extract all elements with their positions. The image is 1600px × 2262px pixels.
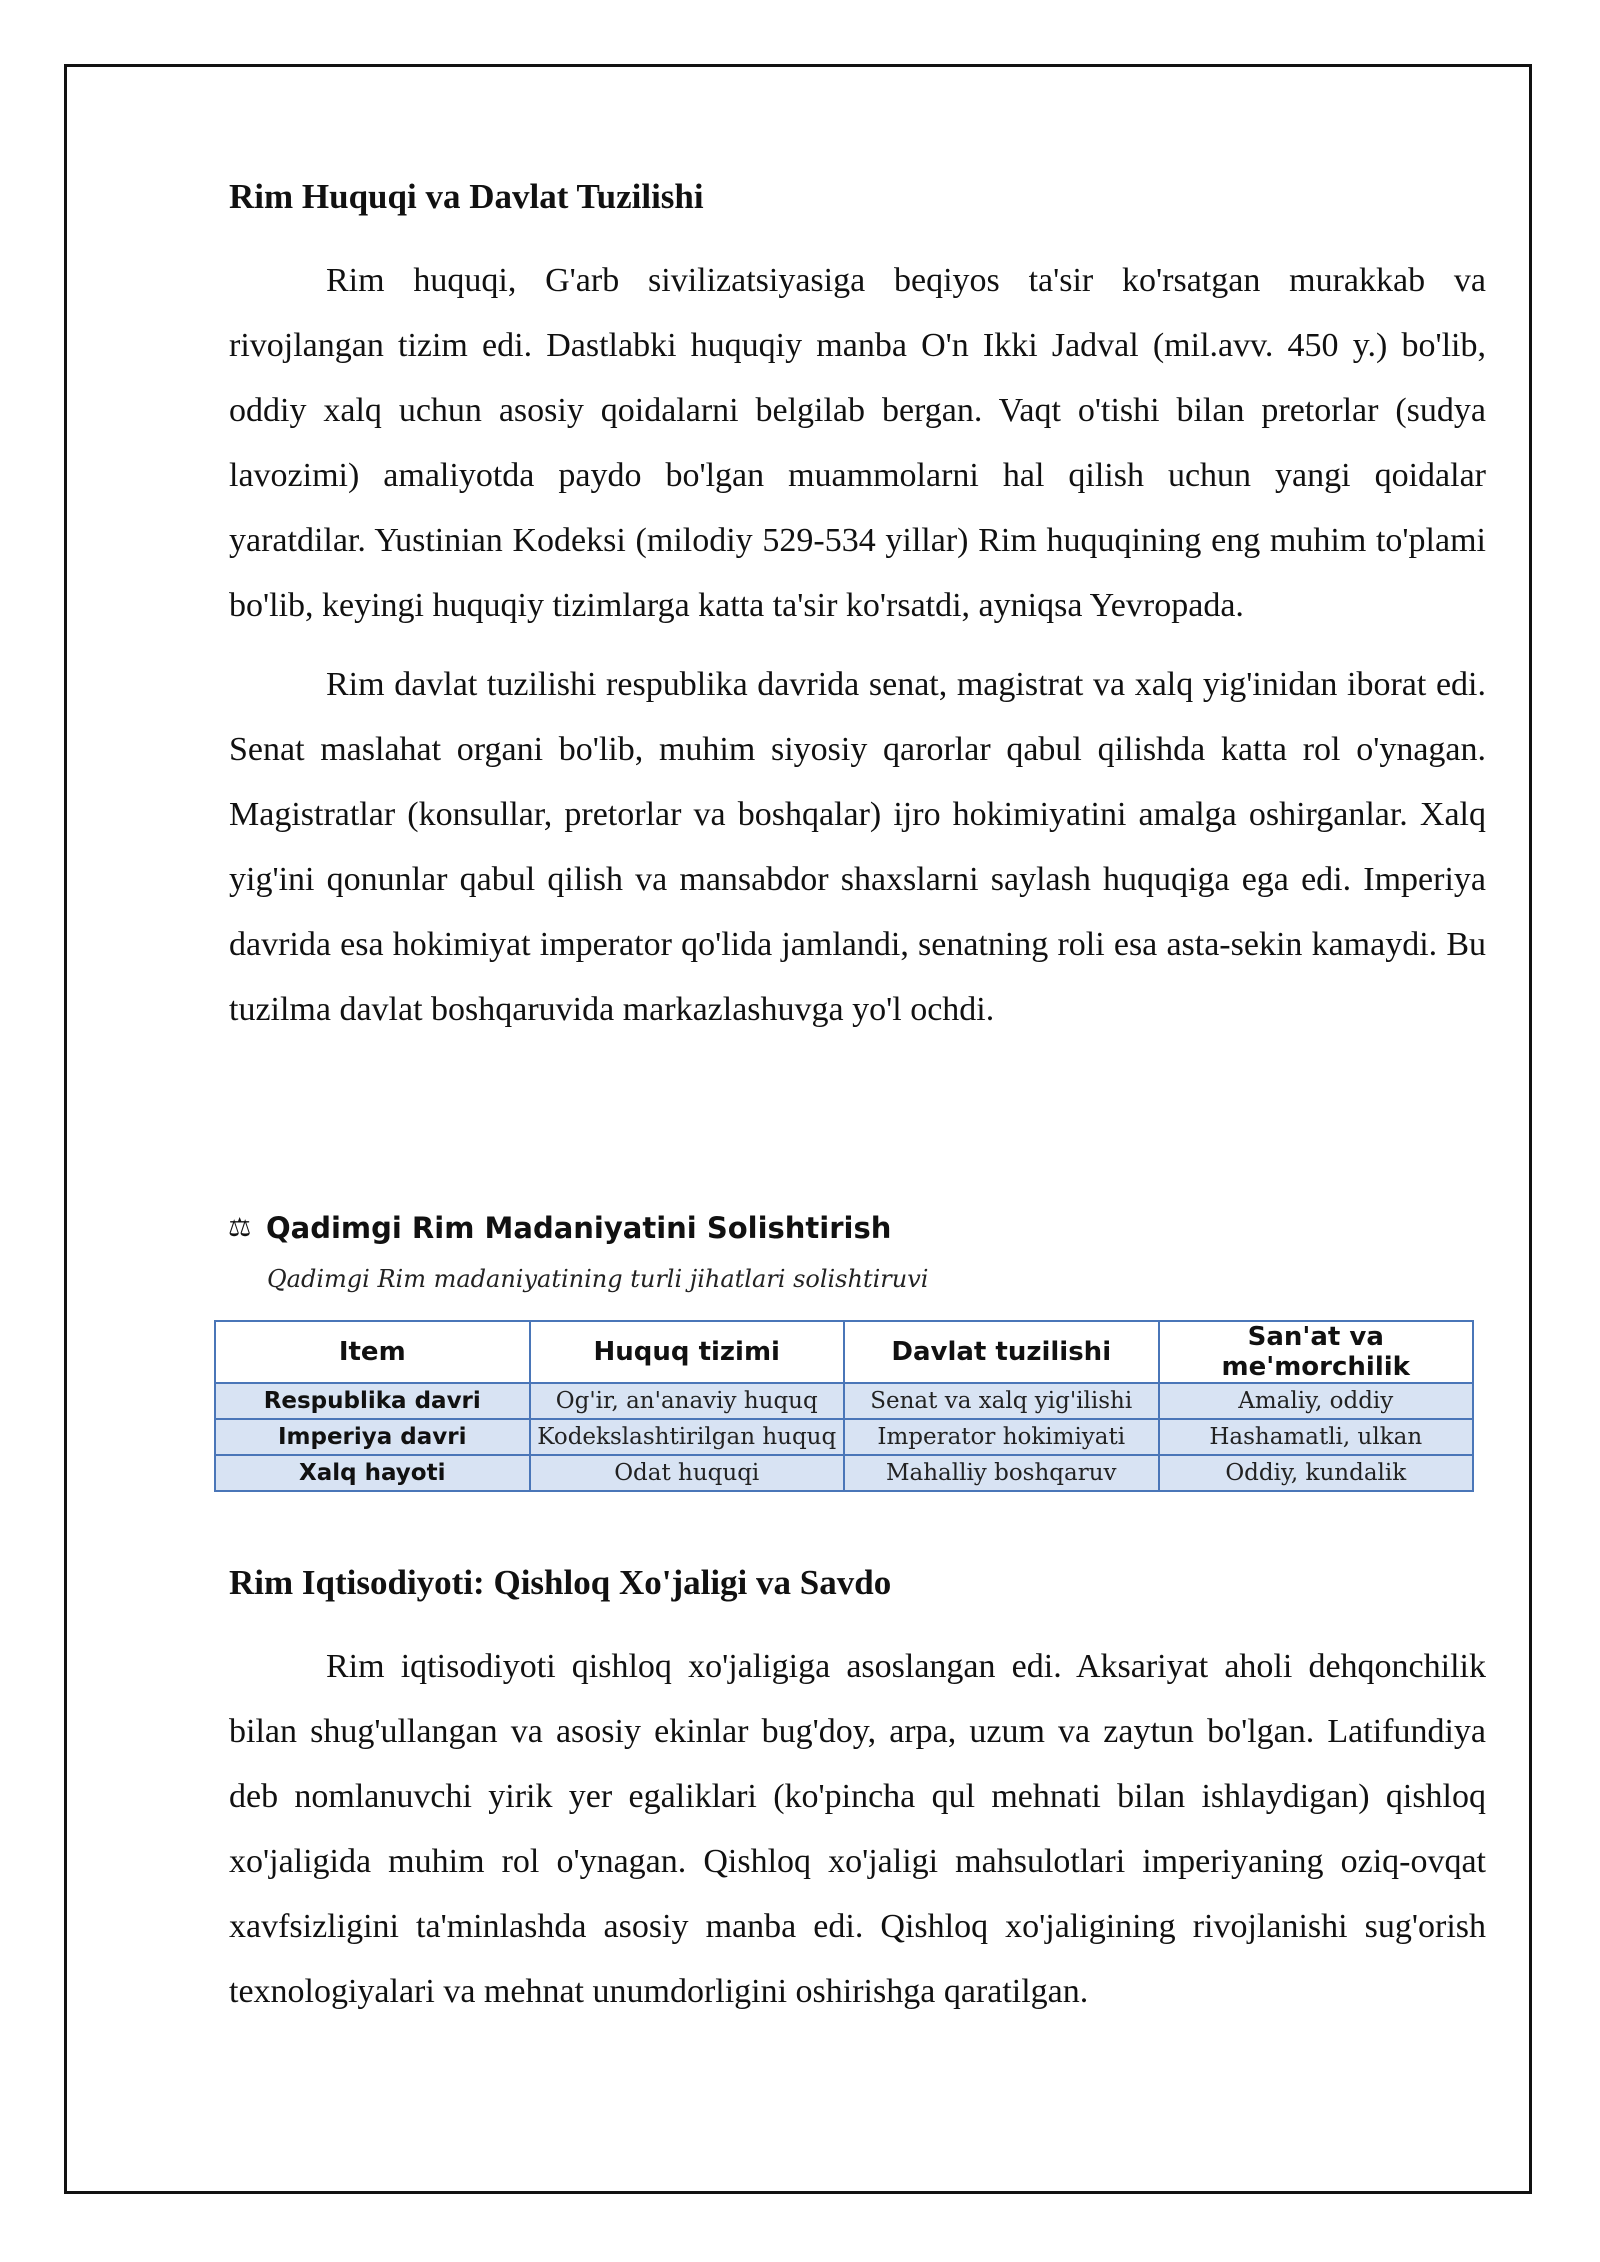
table-cell: Mahalliy boshqaruv (844, 1455, 1159, 1491)
table-subtitle: Qadimgi Rim madaniyatining turli jihatlari solishtiruvi (267, 1265, 929, 1293)
table-cell: Odat huquqi (530, 1455, 845, 1491)
column-header: Davlat tuzilishi (844, 1321, 1159, 1383)
comparison-table (214, 1320, 1474, 1492)
section-roman-law (229, 150, 1486, 1042)
row-header: Xalq hayoti (215, 1455, 530, 1491)
table-cell: Og'ir, an'anaviy huquq (530, 1383, 845, 1419)
table-cell: Imperator hokimiyati (844, 1419, 1159, 1455)
table-row (215, 1455, 1473, 1491)
column-header: Huquq tizimi (530, 1321, 845, 1383)
row-header: Respublika davri (215, 1383, 530, 1419)
section-roman-economy (229, 1560, 1486, 2024)
paragraph: Rim iqtisodiyoti qishloq xo'jaligiga asoslangan edi. Aksariyat aholi dehqonchilik bilan shug'ullangan va asosiy ekinlar bug'doy, arpa, uzum va zaytun bo'lgan. Latifundiya deb nomlanuvchi yirik yer egaliklari (ko'pincha qul mehnati bilan ishlaydigan) qishloq xo'jaligida muhim rol o'ynagan. Qishloq xo'jaligi mahsulotlari imperiyaning oziq-ovqat xavfsizligini ta'minlashda asosiy manba edi. Qishloq xo'jaligining rivojlanishi sug'orish texnologiyalari va mehnat unumdorligini oshirishga qaratilgan. (229, 1648, 1486, 2010)
section-title: Rim Iqtisodiyoti: Qishloq Xo'jaligi va Savdo (229, 1563, 892, 1602)
table-caption (228, 1208, 1474, 1248)
table-cell: Oddiy, kundalik (1159, 1455, 1474, 1491)
comparison-table-block (214, 1208, 1474, 1492)
table-cell: Amaliy, oddiy (1159, 1383, 1474, 1419)
table-cell: Senat va xalq yig'ilishi (844, 1383, 1159, 1419)
row-header: Imperiya davri (215, 1419, 530, 1455)
section-title: Rim Huquqi va Davlat Tuzilishi (229, 177, 704, 216)
table-header-row (215, 1321, 1473, 1383)
table-row (215, 1383, 1473, 1419)
table-cell: Hashamatli, ulkan (1159, 1419, 1474, 1455)
table-title: Qadimgi Rim Madaniyatini Solishtirish (266, 1211, 892, 1245)
column-header: Item (215, 1321, 530, 1383)
table-row (215, 1419, 1473, 1455)
paragraph: Rim huquqi, G'arb sivilizatsiyasiga beqiyos ta'sir ko'rsatgan murakkab va rivojlangan tizim edi. Dastlabki huquqiy manba O'n Ikki Jadval (mil.avv. 450 y.) bo'lib, oddiy xalq uchun asosiy qoidalarni belgilab bergan. Vaqt o'tishi bilan pretorlar (sudya lavozimi) amaliyotda paydo bo'lgan muammolarni hal qilish uchun yangi qoidalar yaratdilar. Yustinian Kodeksi (milodiy 529-534 yillar) Rim huquqining eng muhim to'plami bo'lib, keyingi huquqiy tizimlarga katta ta'sir ko'rsatdi, ayniqsa Yevropada. (229, 262, 1486, 624)
paragraph: Rim davlat tuzilishi respublika davrida senat, magistrat va xalq yig'inidan iborat edi. Senat maslahat organi bo'lib, muhim siyosiy qarorlar qabul qilishda katta rol o'ynagan. Magistratlar (konsullar, pretorlar va boshqalar) ijro hokimiyatini amalga oshirganlar. Xalq yig'ini qonunlar qabul qilish va mansabdor shaxslarni saylash huquqiga ega edi. Imperiya davrida esa hokimiyat imperator qo'lida jamlandi, senatning roli esa asta-sekin kamaydi. Bu tuzilma davlat boshqaruvida markazlashuvga yo'l ochdi. (229, 666, 1486, 1028)
table-cell: Kodekslashtirilgan huquq (530, 1419, 845, 1455)
scales-icon: ⚖ (228, 1213, 252, 1243)
column-header: San'at va me'morchilik (1159, 1321, 1474, 1383)
